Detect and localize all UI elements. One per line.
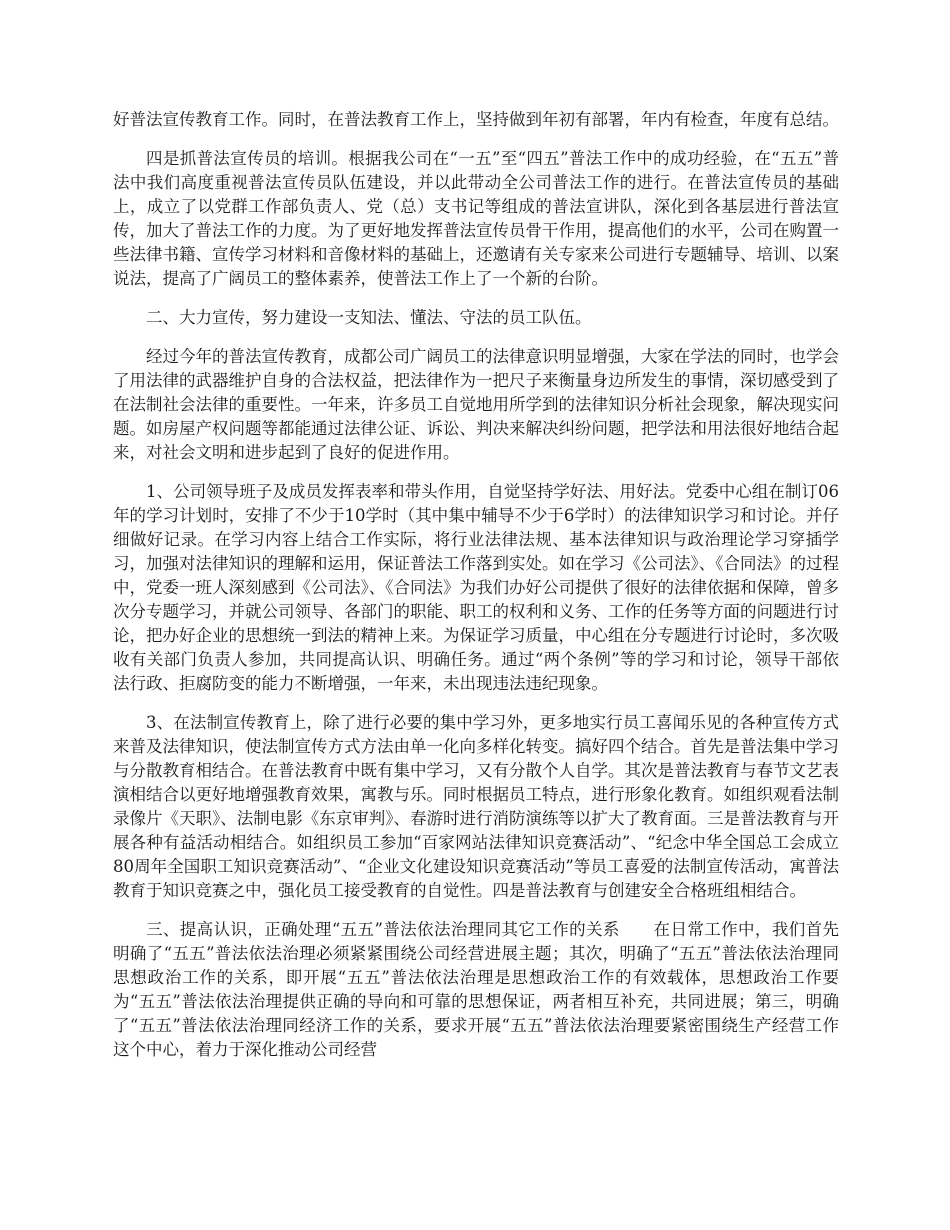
section-heading-2: 二、大力宣传，努力建设一支知法、懂法、守法的员工队伍。 [146,308,592,327]
document-page [113,108,839,1077]
paragraph-continuation: 好普法宣传教育工作。同时，在普法教育工作上，坚持做到年初有部署，年内有检查，年度有总结。 [113,110,839,129]
paragraph-legal-awareness: 经过今年的普法宣传教育，成都公司广阔员工的法律意识明显增强，大家在学法的同时，也学会了用法律的武器维护自身的合法权益，把法律作为一把尺子来衡量身边所发生的事情，深切感受到了在法制社会法律的重要性。一年来，许多员工自觉地用所学到的法律知识分析社会现象，解决现实问题。如房屋产权问题等都能通过法律公证、诉讼、判决来解决纠纷问题，把学法和用法很好地结合起来，对社会文明和进步起到了良好的促进作用。 [113,347,839,462]
paragraph-leadership-role: 1、公司领导班子及成员发挥表率和带头作用，自觉坚持学好法、用好法。党委中心组在制订06年的学习计划时，安排了不少于10学时（其中集中辅导不少于6学时）的法律知识学习和讨论。并仔细做好记录。在学习内容上结合工作实际，将行业法律法规、基本法律知识与政治理论学习穿插学习，加强对法律知识的理解和运用，保证普法工作落到实处。如在学习《公司法》、《合同法》的过程中，党委一班人深刻感到《公司法》、《合同法》为我们办好公司提供了很好的法律依据和保障，曾多次分专题学习，并就公司领导、各部门的职能、职工的权利和义务、工作的任务等方面的问题进行讨论，把办好企业的思想统一到法的精神上来。为保证学习质量，中心组在分专题进行讨论时，多次吸收有关部门负责人参加，共同提高认识、明确任务。通过“两个条例”等的学习和讨论，领导干部依法行政、拒腐防变的能力不断增强，一年来，未出现违法违纪现象。 [113,482,839,693]
paragraph-propaganda-training: 四是抓普法宣传员的培训。根据我公司在“一五”至“四五”普法工作中的成功经验，在“五五”普法中我们高度重视普法宣传员队伍建设，并以此带动全公司普法工作的进行。在普法宣传员的基础上，成立了以党群工作部负责人、党（总）支书记等组成的普法宣讲队，深化到各基层进行普法宣传，加大了普法工作的力度。为了更好地发挥普法宣传员骨干作用，提高他们的水平，公司在购置一些法律书籍、宣传学习材料和音像材料的基础上，还邀请有关专家来公司进行专题辅导、培训、以案说法，提高了广阔员工的整体素养，使普法工作上了一个新的台阶。 [113,149,839,288]
section-heading-3-paragraph: 三、提高认识，正确处理“五五”普法依法治理同其它工作的关系 在日常工作中，我们首先明确了“五五”普法依法治理必须紧紧围绕公司经营进展主题；其次，明确了“五五”普法依法治理同思想政治工作的关系，即开展“五五”普法依法治理是思想政治工作的有效载体，思想政治工作要为“五五”普法依法治理提供正确的导向和可靠的思想保证，两者相互补充，共同进展；第三，明确了“五五”普法依法治理同经济工作的关系，要求开展“五五”普法依法治理要紧密围绕生产经营工作这个中心，着力于深化推动公司经营 [113,920,839,1059]
paragraph-education-methods: 3、在法制宣传教育上，除了进行必要的集中学习外，更多地实行员工喜闻乐见的各种宣传方式来普及法律知识，使法制宣传方式方法由单一化向多样化转变。搞好四个结合。首先是普法集中学习与分散教育相结合。在普法教育中既有集中学习，又有分散个人自学。其次是普法教育与春节文艺表演相结合以更好地增强教育效果，寓教与乐。同时根据员工特点，进行形象化教育。如组织观看法制录像片《天职》、法制电影《东京审判》、春游时进行消防演练等以扩大了教育面。三是普法教育与开展各种有益活动相结合。如组织员工参加“百家网站法律知识竞赛活动”、“纪念中华全国总工会成立80周年全国职工知识竞赛活动”、“企业文化建设知识竞赛活动”等员工喜爱的法制宣传活动，寓普法教育于知识竞赛之中，强化员工接受教育的自觉性。四是普法教育与创建安全合格班组相结合。 [113,713,839,900]
